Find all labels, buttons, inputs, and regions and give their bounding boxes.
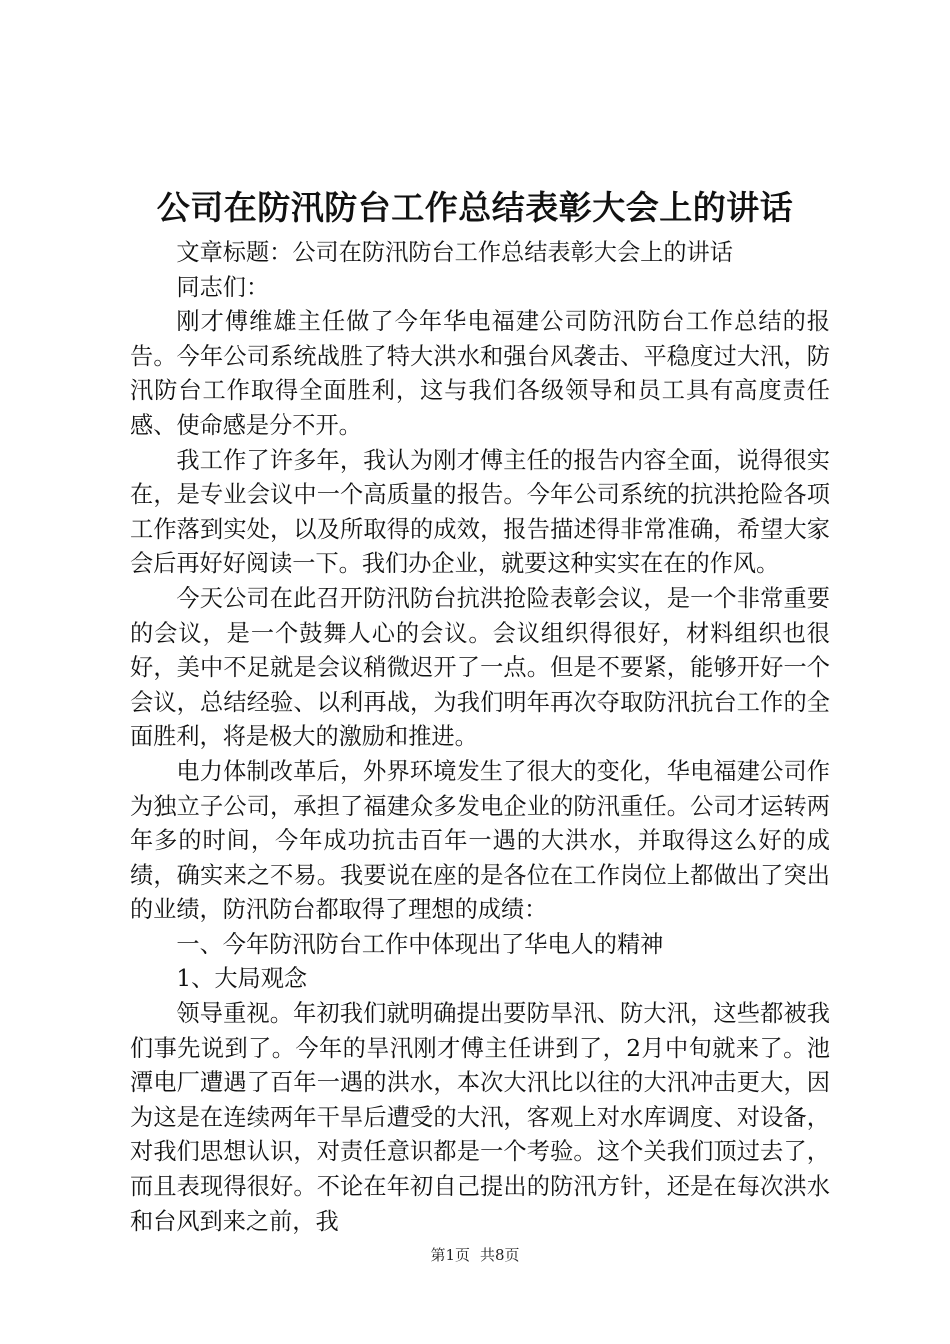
page-number: 第1页	[430, 1246, 470, 1264]
document-title: 公司在防汛防台工作总结表彰大会上的讲话	[156, 188, 794, 227]
page-footer	[0, 1245, 950, 1265]
subsection-heading: 1、大局观念	[176, 965, 308, 993]
paragraph: 今天公司在此召开防汛防台抗洪抢险表彰会议，是一个非常重要的会议，是一个鼓舞人心的会议。会议组织得很好，材料组织也很好，美中不足就是会议稍微迟开了一点。但是不要紧，能够开好一个会议，总结经验、以利再战，为我们明年再次夺取防汛抗台工作的全面胜利，将是极大的激励和推进。	[130, 584, 830, 751]
paragraph: 电力体制改革后，外界环境发生了很大的变化，华电福建公司作为独立子公司，承担了福建众多发电企业的防汛重任。公司才运转两年多的时间，今年成功抗击百年一遇的大洪水，并取得这么好的成绩，确实来之不易。我要说在座的是各位在工作岗位上都做出了突出的业绩，防汛防台都取得了理想的成绩：	[130, 757, 830, 924]
salutation: 同志们：	[176, 273, 270, 301]
paragraph: 我工作了许多年，我认为刚才傅主任的报告内容全面，说得很实在，是专业会议中一个高质量的报告。今年公司系统的抗洪抢险各项工作落到实处，以及所取得的成效，报告描述得非常准确，希望大家会后再好好阅读一下。我们办企业，就要这种实实在在的作风。	[130, 446, 830, 578]
page-total: 共8页	[480, 1246, 520, 1264]
paragraph: 领导重视。年初我们就明确提出要防旱汛、防大汛，这些都被我们事先说到了。今年的旱汛刚才傅主任讲到了，2月中旬就来了。池潭电厂遭遇了百年一遇的洪水，本次大汛比以往的大汛冲击更大，因为这是在连续两年干旱后遭受的大汛，客观上对水库调度、对设备，对我们思想认识，对责任意识都是一个考验。这个关我们顶过去了，而且表现得很好。不论在年初自己提出的防汛方针，还是在每次洪水和台风到来之前，我	[130, 1000, 830, 1235]
document-body	[130, 236, 830, 1239]
section-heading: 一、今年防汛防台工作中体现出了华电人的精神	[176, 930, 664, 958]
article-title-line: 文章标题：公司在防汛防台工作总结表彰大会上的讲话	[176, 239, 733, 266]
paragraph: 刚才傅维雄主任做了今年华电福建公司防汛防台工作总结的报告。今年公司系统战胜了特大洪水和强台风袭击、平稳度过大汛，防汛防台工作取得全面胜利，这与我们各级领导和员工具有高度责任感、使命感是分不开。	[130, 308, 830, 439]
